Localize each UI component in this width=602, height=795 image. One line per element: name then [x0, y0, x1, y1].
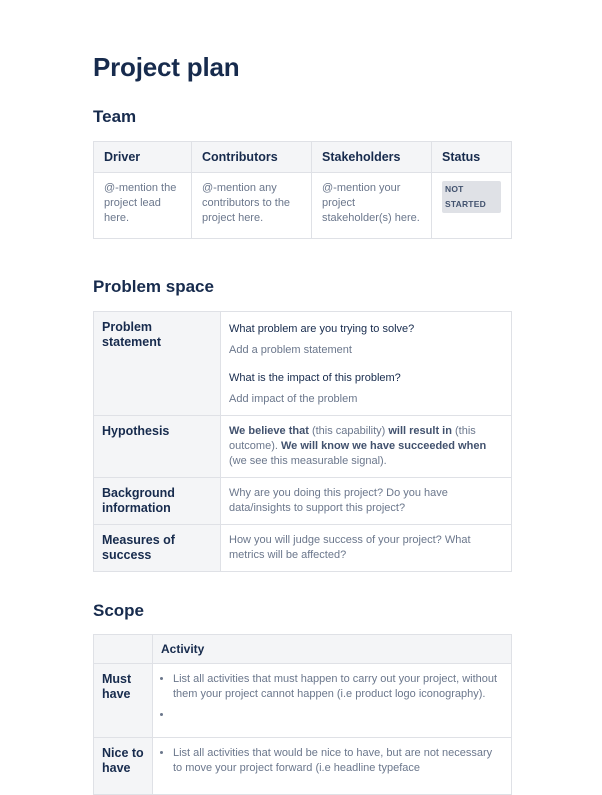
stakeholders-cell[interactable]: @-mention your project stakeholder(s) here. [312, 173, 432, 239]
team-header-stakeholders: Stakeholders [312, 142, 432, 173]
hypothesis-label: Hypothesis [94, 416, 221, 478]
list-item[interactable]: • List all activities that would be nice to have, but are not necessary to move your project forward (i.e headline typeface [173, 746, 503, 776]
status-cell[interactable] [432, 173, 512, 239]
measures-label: Measures of success [94, 525, 221, 572]
hyp-outcome: (this outcome). [229, 425, 476, 452]
team-header-status: Status [432, 142, 512, 173]
list-item[interactable]: • List all activities that must happen to carry out your project, without them your project cannot happen (i.e product logo iconography). [173, 672, 503, 702]
impact-placeholder[interactable]: Add impact of the problem [229, 393, 358, 405]
hyp-we-will-know: We will know we have succeeded when [280, 440, 487, 452]
hyp-we-believe: We believe that [229, 425, 309, 437]
nice-to-have-cell[interactable] [153, 738, 512, 795]
must-have-label: Must have [94, 664, 153, 738]
driver-cell[interactable]: @-mention the project lead here. [94, 173, 192, 239]
list-item[interactable] [173, 708, 503, 723]
problem-placeholder[interactable]: Add a problem statement [229, 344, 352, 356]
team-header-driver: Driver [94, 142, 192, 173]
hyp-capability: (this capability) [308, 425, 389, 437]
hyp-will-result: will result in [388, 425, 452, 437]
team-table [93, 141, 512, 239]
team-header-contributors: Contributors [192, 142, 312, 173]
measures-cell[interactable]: How you will judge success of your project? What metrics will be affected? [221, 525, 512, 572]
team-heading: Team [93, 107, 137, 126]
must-have-list [161, 672, 503, 723]
problem-heading: Problem space [93, 277, 214, 296]
page-title: Project plan [93, 52, 240, 82]
problem-statement-cell[interactable] [221, 312, 512, 416]
must-have-cell[interactable] [153, 664, 512, 738]
scope-header-empty [94, 635, 153, 664]
hypothesis-cell[interactable] [221, 416, 512, 478]
hyp-signal: (we see this measurable signal). [229, 455, 387, 467]
scope-heading: Scope [93, 601, 145, 620]
problem-table [93, 311, 512, 572]
status-badge[interactable]: NOT STARTED [442, 181, 501, 213]
nice-to-have-list [161, 746, 503, 776]
contributors-cell[interactable]: @-mention any contributors to the project here. [192, 173, 312, 239]
scope-header-activity: Activity [153, 635, 512, 664]
scope-table [93, 634, 512, 795]
problem-statement-label: Problem statement [94, 312, 221, 416]
nice-to-have-label: Nice to have [94, 738, 153, 795]
background-cell[interactable]: Why are you doing this project? Do you have data/insights to support this project? [221, 478, 512, 525]
problem-question: What problem are you trying to solve? [229, 323, 415, 335]
impact-question: What is the impact of this problem? [229, 372, 401, 384]
background-label: Background information [94, 478, 221, 525]
